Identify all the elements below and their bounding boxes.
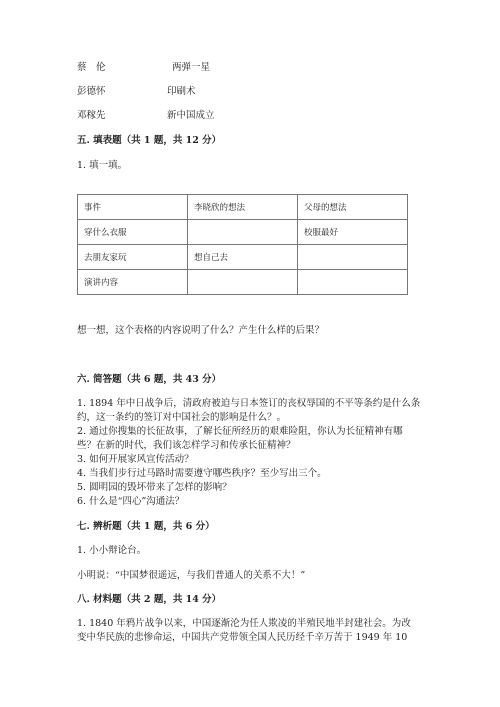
table-row — [78, 245, 408, 270]
material-line: 1. 1840 年鸦片战争以来，中国逐渐沦为任人欺凌的半殖民地半封建社会。为改 — [77, 618, 411, 629]
material-line: 变中华民族的悲惨命运，中国共产党带领全国人民历经千辛万苦于 1949 年 10 — [77, 632, 408, 643]
table-cell: 去朋友家玩 — [78, 245, 188, 270]
match-left-3: 邓稼先 — [77, 110, 106, 121]
table-cell — [188, 270, 298, 295]
table-cell: 演讲内容 — [78, 270, 188, 295]
match-right-1: 两弹一星 — [172, 62, 211, 73]
question-fill-table: 1. 填一填。 — [77, 160, 128, 171]
table-header-cell: 父母的想法 — [298, 195, 408, 220]
match-left-1: 蔡 伦 — [77, 62, 106, 73]
table-cell — [188, 220, 298, 245]
analysis-question: 1. 小小辩论台。 — [77, 545, 147, 556]
fill-in-table — [77, 194, 408, 295]
short-answer-line: 些？在新的时代，我们该怎样学习和传承长征精神？ — [77, 440, 296, 451]
table-cell — [298, 245, 408, 270]
short-answer-line: 2. 通过你搜集的长征故事，了解长征所经历的艰难险阻，你认为长征精神有哪 — [77, 426, 403, 437]
section-heading-short-answer: 六. 简答题（共 6 题，共 43 分） — [77, 374, 222, 385]
table-cell: 穿什么衣服 — [78, 220, 188, 245]
table-followup-question: 想一想，这个表格的内容说明了什么？产生什么样的后果？ — [77, 325, 325, 336]
table-header-row — [78, 195, 408, 220]
short-answer-line: 约，这一条约的签订对中国社会的影响是什么？。 — [77, 412, 287, 423]
analysis-quote: 小明说：“中国梦很遥远，与我们普通人的关系不大！” — [77, 570, 306, 581]
table-header-cell: 李晓欣的想法 — [188, 195, 298, 220]
short-answer-line: 3. 如何开展家风宣传活动？ — [77, 454, 194, 465]
section-heading-analysis: 七. 辨析题（共 1 题，共 6 分） — [77, 521, 215, 532]
short-answer-line: 6. 什么是“四心”沟通法？ — [77, 496, 185, 507]
section-heading-fill-table: 五. 填表题（共 1 题，共 12 分） — [77, 135, 222, 146]
match-left-2: 彭德怀 — [77, 86, 106, 97]
section-heading-material: 八. 材料题（共 2 题，共 14 分） — [77, 594, 222, 605]
table-cell — [298, 270, 408, 295]
table-header-cell: 事件 — [78, 195, 188, 220]
table-row — [78, 220, 408, 245]
short-answer-line: 4. 当我们步行过马路时需要遵守哪些秩序？至少写出三个。 — [77, 468, 327, 479]
short-answer-line: 1. 1894 年中日战争后，清政府被迫与日本签订的丧权辱国的不平等条约是什么条 — [77, 398, 421, 409]
match-right-2: 印刷术 — [167, 86, 196, 97]
table-row — [78, 270, 408, 295]
table-cell: 想自己去 — [188, 245, 298, 270]
table-cell: 校服最好 — [298, 220, 408, 245]
short-answer-line: 5. 圆明园的毁坏带来了怎样的影响？ — [77, 482, 232, 493]
match-right-3: 新中国成立 — [167, 110, 215, 121]
